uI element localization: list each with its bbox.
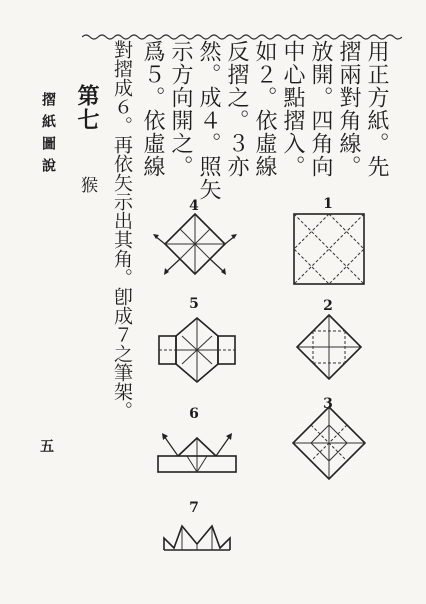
figure-7-label: 7 (189, 500, 199, 516)
text-column-3: 放開。四角向 (308, 40, 333, 178)
text-column-7: 然。成４。照矢 (196, 40, 221, 201)
figure-1-label: 1 (323, 196, 333, 212)
text-column-4: 中心點摺入。 (280, 40, 305, 178)
figure-1-diagram (292, 212, 366, 286)
chapter-title: 第七 (74, 84, 100, 132)
figure-2-diagram (296, 314, 362, 380)
running-title: 摺紙圖說 (40, 92, 56, 180)
text-column-9: 爲５。依虛線 (140, 40, 165, 178)
chapter-subtitle: 猴 (77, 176, 97, 193)
figure-2-label: 2 (323, 298, 333, 314)
text-column-10: 對摺成６。再依矢示出其角。卽成７之筆架。 (111, 40, 133, 420)
figure-6-label: 6 (189, 406, 199, 422)
text-column-8: 示方向開之。 (168, 40, 193, 178)
figure-3-label: 3 (323, 396, 333, 412)
text-column-5: 如２。依虛線 (252, 40, 277, 178)
figure-7-diagram (160, 516, 234, 556)
text-column-2: 摺兩對角線。 (336, 40, 361, 178)
figure-5-label: 5 (189, 296, 199, 312)
figure-5-diagram (156, 316, 238, 384)
figure-4-label: 4 (189, 198, 199, 214)
text-column-1: 用正方紙。先 (364, 40, 389, 178)
page-number: 五 (40, 439, 54, 455)
figure-4-diagram (152, 212, 238, 278)
figure-6-diagram (152, 424, 242, 484)
text-column-6: 反摺之。３亦 (224, 40, 249, 178)
figure-3-diagram (292, 406, 366, 480)
